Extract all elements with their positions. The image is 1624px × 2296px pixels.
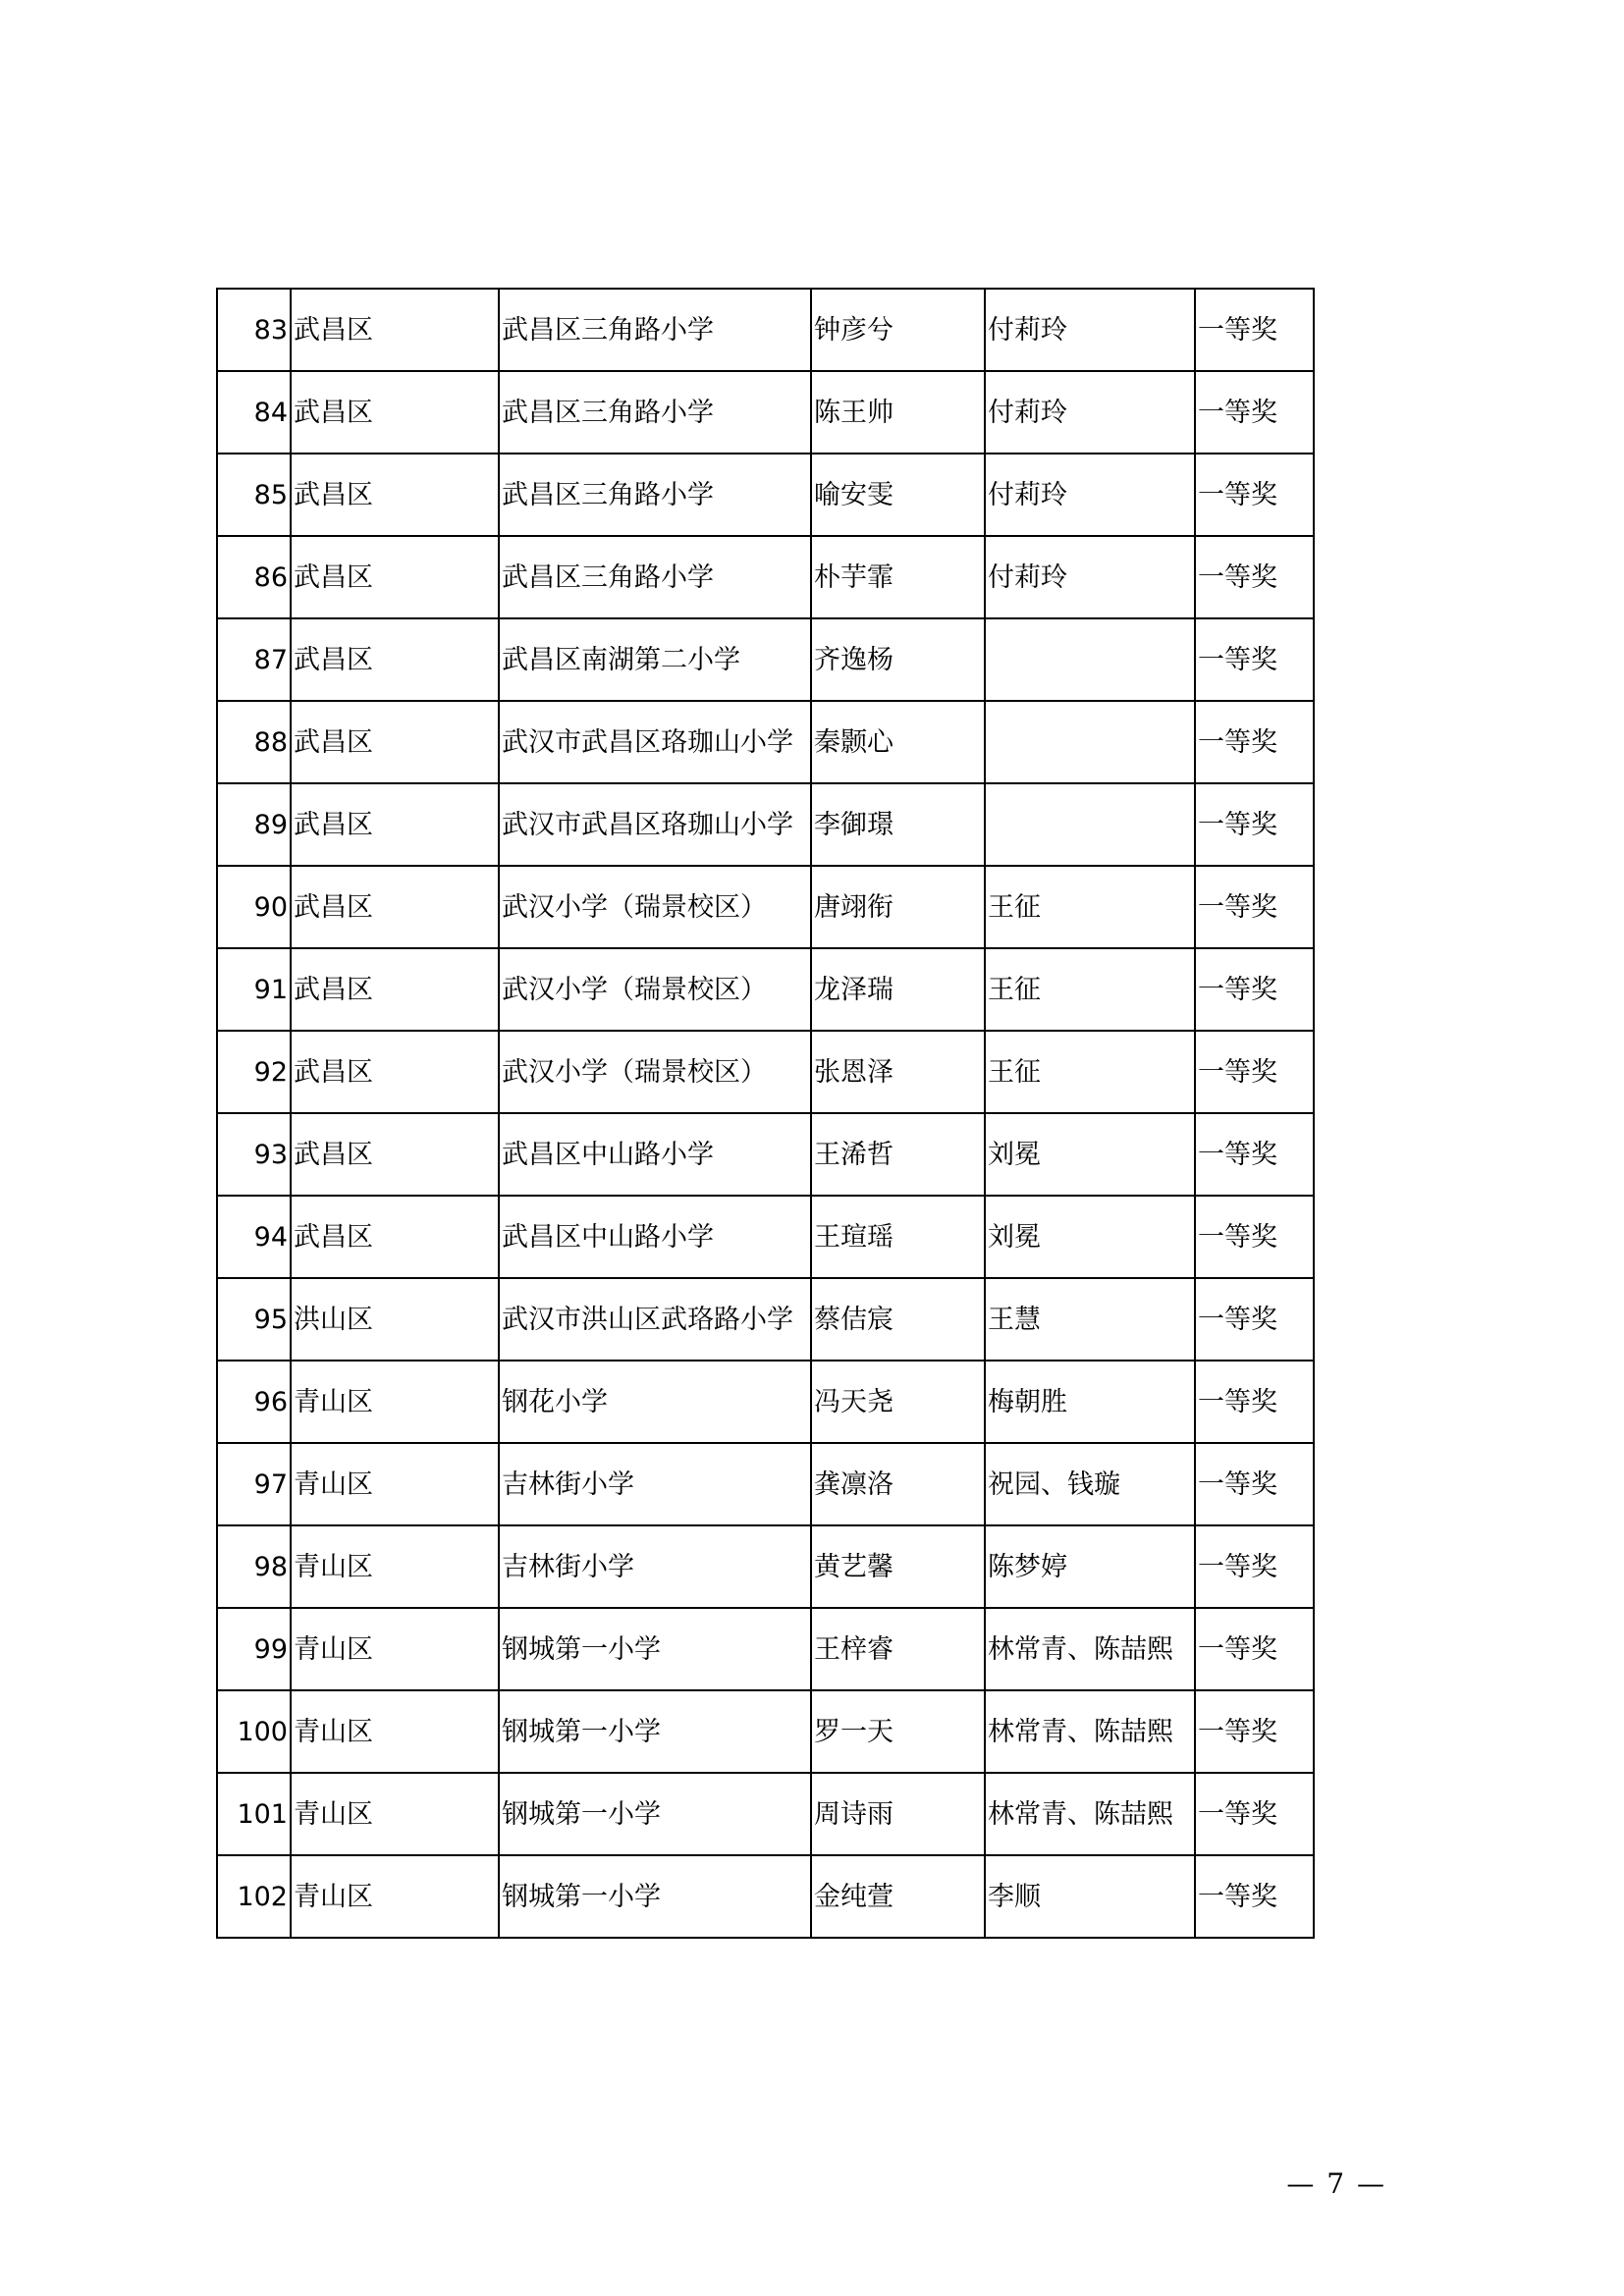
district-cell: 武昌区 (291, 454, 499, 536)
award-cell: 一等奖 (1195, 1196, 1314, 1278)
student-name-cell: 龙泽瑞 (811, 948, 985, 1031)
table-row (217, 1773, 1314, 1855)
table-row (217, 618, 1314, 701)
school-cell: 武昌区三角路小学 (499, 289, 811, 371)
table-row (217, 783, 1314, 866)
district-cell: 青山区 (291, 1443, 499, 1525)
teacher-name-cell: 王征 (985, 948, 1195, 1031)
student-name-cell: 陈王帅 (811, 371, 985, 454)
award-cell: 一等奖 (1195, 1525, 1314, 1608)
district-cell: 青山区 (291, 1361, 499, 1443)
student-name-cell: 张恩泽 (811, 1031, 985, 1113)
table-row (217, 1608, 1314, 1690)
teacher-name-cell: 王征 (985, 866, 1195, 948)
district-cell: 洪山区 (291, 1278, 499, 1361)
award-cell: 一等奖 (1195, 866, 1314, 948)
student-name-cell: 钟彦兮 (811, 289, 985, 371)
table-row (217, 371, 1314, 454)
school-cell: 武汉市洪山区武珞路小学 (499, 1278, 811, 1361)
row-number-cell: 88 (217, 701, 291, 783)
district-cell: 武昌区 (291, 1031, 499, 1113)
student-name-cell: 龚凛洛 (811, 1443, 985, 1525)
teacher-name-cell: 王慧 (985, 1278, 1195, 1361)
table-row (217, 536, 1314, 618)
district-cell: 武昌区 (291, 701, 499, 783)
student-name-cell: 齐逸杨 (811, 618, 985, 701)
table-row (217, 1113, 1314, 1196)
school-cell: 武汉小学（瑞景校区） (499, 948, 811, 1031)
award-cell: 一等奖 (1195, 454, 1314, 536)
school-cell: 武汉小学（瑞景校区） (499, 866, 811, 948)
row-number-cell: 87 (217, 618, 291, 701)
award-cell: 一等奖 (1195, 1113, 1314, 1196)
award-cell: 一等奖 (1195, 1608, 1314, 1690)
student-name-cell: 罗一天 (811, 1690, 985, 1773)
row-number-cell: 97 (217, 1443, 291, 1525)
teacher-name-cell: 祝园、钱璇 (985, 1443, 1195, 1525)
school-cell: 武昌区三角路小学 (499, 536, 811, 618)
school-cell: 武昌区中山路小学 (499, 1196, 811, 1278)
page-number: — 7 — (1286, 2167, 1386, 2200)
award-cell: 一等奖 (1195, 1031, 1314, 1113)
award-cell: 一等奖 (1195, 1443, 1314, 1525)
district-cell: 武昌区 (291, 1196, 499, 1278)
school-cell: 武汉市武昌区珞珈山小学 (499, 783, 811, 866)
row-number-cell: 102 (217, 1855, 291, 1938)
award-cell: 一等奖 (1195, 701, 1314, 783)
school-cell: 武汉市武昌区珞珈山小学 (499, 701, 811, 783)
school-cell: 吉林街小学 (499, 1443, 811, 1525)
teacher-name-cell: 林常青、陈喆熙 (985, 1690, 1195, 1773)
school-cell: 钢城第一小学 (499, 1608, 811, 1690)
table-row (217, 701, 1314, 783)
district-cell: 青山区 (291, 1525, 499, 1608)
row-number-cell: 85 (217, 454, 291, 536)
district-cell: 青山区 (291, 1608, 499, 1690)
award-cell: 一等奖 (1195, 1690, 1314, 1773)
student-name-cell: 朴芋霏 (811, 536, 985, 618)
row-number-cell: 90 (217, 866, 291, 948)
district-cell: 青山区 (291, 1773, 499, 1855)
district-cell: 武昌区 (291, 866, 499, 948)
school-cell: 钢城第一小学 (499, 1773, 811, 1855)
teacher-name-cell: 林常青、陈喆熙 (985, 1773, 1195, 1855)
table-row (217, 1031, 1314, 1113)
teacher-name-cell (985, 701, 1195, 783)
table-body (217, 289, 1314, 1938)
row-number-cell: 101 (217, 1773, 291, 1855)
teacher-name-cell: 林常青、陈喆熙 (985, 1608, 1195, 1690)
district-cell: 武昌区 (291, 536, 499, 618)
district-cell: 武昌区 (291, 783, 499, 866)
school-cell: 武汉小学（瑞景校区） (499, 1031, 811, 1113)
row-number-cell: 92 (217, 1031, 291, 1113)
student-name-cell: 冯天尧 (811, 1361, 985, 1443)
row-number-cell: 94 (217, 1196, 291, 1278)
teacher-name-cell: 付莉玲 (985, 454, 1195, 536)
teacher-name-cell: 付莉玲 (985, 289, 1195, 371)
teacher-name-cell (985, 783, 1195, 866)
table-row (217, 948, 1314, 1031)
teacher-name-cell: 王征 (985, 1031, 1195, 1113)
row-number-cell: 93 (217, 1113, 291, 1196)
student-name-cell: 黄艺馨 (811, 1525, 985, 1608)
school-cell: 钢花小学 (499, 1361, 811, 1443)
row-number-cell: 99 (217, 1608, 291, 1690)
district-cell: 武昌区 (291, 371, 499, 454)
teacher-name-cell: 陈梦婷 (985, 1525, 1195, 1608)
row-number-cell: 95 (217, 1278, 291, 1361)
award-cell: 一等奖 (1195, 618, 1314, 701)
award-cell: 一等奖 (1195, 1855, 1314, 1938)
school-cell: 钢城第一小学 (499, 1690, 811, 1773)
district-cell: 青山区 (291, 1855, 499, 1938)
table-row (217, 866, 1314, 948)
student-name-cell: 王梓睿 (811, 1608, 985, 1690)
student-name-cell: 周诗雨 (811, 1773, 985, 1855)
school-cell: 武昌区中山路小学 (499, 1113, 811, 1196)
teacher-name-cell: 刘冕 (985, 1196, 1195, 1278)
row-number-cell: 91 (217, 948, 291, 1031)
table-row (217, 454, 1314, 536)
teacher-name-cell: 付莉玲 (985, 371, 1195, 454)
table-row (217, 1443, 1314, 1525)
table-row (217, 1690, 1314, 1773)
student-name-cell: 王瑄瑶 (811, 1196, 985, 1278)
teacher-name-cell: 付莉玲 (985, 536, 1195, 618)
award-cell: 一等奖 (1195, 536, 1314, 618)
student-name-cell: 喻安雯 (811, 454, 985, 536)
school-cell: 武昌区三角路小学 (499, 454, 811, 536)
row-number-cell: 83 (217, 289, 291, 371)
district-cell: 武昌区 (291, 948, 499, 1031)
award-cell: 一等奖 (1195, 371, 1314, 454)
school-cell: 武昌区南湖第二小学 (499, 618, 811, 701)
row-number-cell: 100 (217, 1690, 291, 1773)
award-cell: 一等奖 (1195, 1278, 1314, 1361)
teacher-name-cell: 梅朝胜 (985, 1361, 1195, 1443)
school-cell: 钢城第一小学 (499, 1855, 811, 1938)
school-cell: 武昌区三角路小学 (499, 371, 811, 454)
student-name-cell: 蔡佶宸 (811, 1278, 985, 1361)
student-name-cell: 李御璟 (811, 783, 985, 866)
row-number-cell: 96 (217, 1361, 291, 1443)
table-row (217, 1525, 1314, 1608)
district-cell: 武昌区 (291, 289, 499, 371)
table-row (217, 1278, 1314, 1361)
table-row (217, 1855, 1314, 1938)
student-name-cell: 唐翊衔 (811, 866, 985, 948)
award-cell: 一等奖 (1195, 948, 1314, 1031)
school-cell: 吉林街小学 (499, 1525, 811, 1608)
student-name-cell: 金纯萱 (811, 1855, 985, 1938)
table-row (217, 1361, 1314, 1443)
student-name-cell: 王浠哲 (811, 1113, 985, 1196)
award-cell: 一等奖 (1195, 289, 1314, 371)
teacher-name-cell (985, 618, 1195, 701)
row-number-cell: 89 (217, 783, 291, 866)
row-number-cell: 98 (217, 1525, 291, 1608)
award-cell: 一等奖 (1195, 783, 1314, 866)
district-cell: 武昌区 (291, 1113, 499, 1196)
award-table (216, 288, 1315, 1939)
student-name-cell: 秦颢心 (811, 701, 985, 783)
district-cell: 青山区 (291, 1690, 499, 1773)
table-row (217, 289, 1314, 371)
table-row (217, 1196, 1314, 1278)
row-number-cell: 86 (217, 536, 291, 618)
teacher-name-cell: 刘冕 (985, 1113, 1195, 1196)
award-cell: 一等奖 (1195, 1361, 1314, 1443)
district-cell: 武昌区 (291, 618, 499, 701)
award-cell: 一等奖 (1195, 1773, 1314, 1855)
row-number-cell: 84 (217, 371, 291, 454)
teacher-name-cell: 李顺 (985, 1855, 1195, 1938)
